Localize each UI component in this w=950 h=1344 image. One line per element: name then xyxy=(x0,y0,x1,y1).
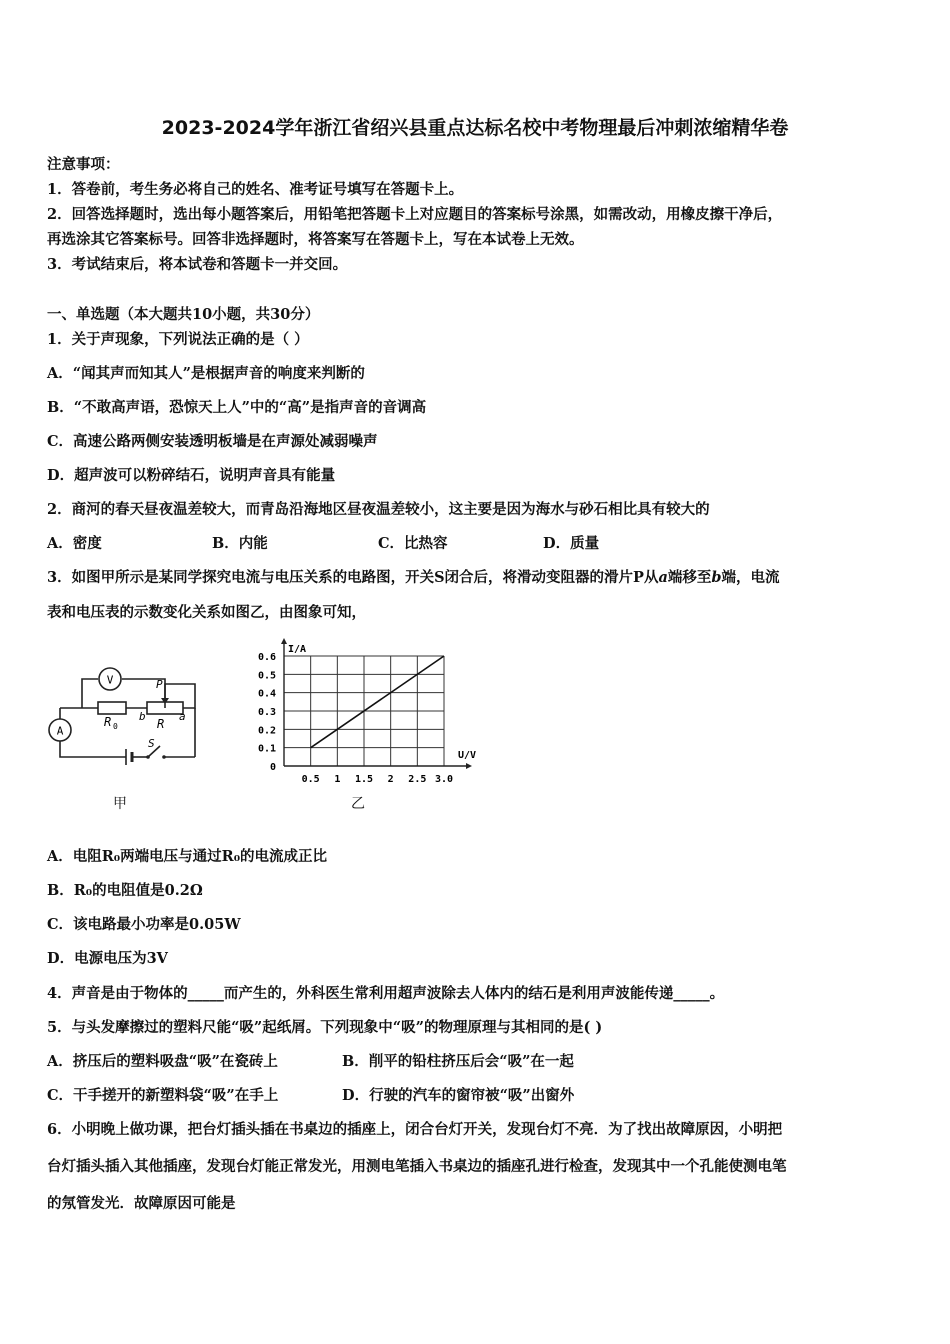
exam-title: 2023-2024学年浙江省绍兴县重点达标名校中考物理最后冲刺浓缩精华卷 xyxy=(161,117,789,139)
y-tick-label: 0.6 xyxy=(257,652,276,663)
notice-item: 再选涂其它答案标号。回答非选择题时，将答案写在答题卡上，写在本试卷上无效。 xyxy=(47,231,584,248)
switch-contact xyxy=(162,755,166,759)
q1-option-a: A．“闻其声而知其人”是根据声音的响度来判断的 xyxy=(47,365,365,382)
y-tick-label: 0 xyxy=(269,762,276,773)
end-b-label: b xyxy=(139,710,146,723)
q3-end-b: b xyxy=(711,569,722,586)
circuit-diagram xyxy=(40,664,210,772)
question-2-stem: 2．商河的春天昼夜温差较大，而青岛沿海地区昼夜温差较小，这主要是因为海水与砂石相比具有较大的 xyxy=(47,501,710,518)
switch-contact xyxy=(146,755,150,759)
q3-option-b: B．R₀的电阻值是0.2Ω xyxy=(47,882,203,899)
slider-label: P xyxy=(156,678,163,691)
rheostat-label: R xyxy=(157,717,165,731)
circuit-caption: 甲 xyxy=(113,796,127,812)
q2-option-b: B．内能 xyxy=(212,535,268,552)
q1-option-c: C．高速公路两侧安装透明板墙是在声源处减弱噪声 xyxy=(47,433,378,450)
q3-option-a: A．电阻R₀两端电压与通过R₀的电流成正比 xyxy=(47,848,328,865)
switch-label: S xyxy=(148,737,155,750)
r0-label: R xyxy=(104,715,112,729)
y-axis-arrow xyxy=(281,638,287,644)
q3-stem-part: 端移至 xyxy=(667,569,712,586)
notice-heading: 注意事项： xyxy=(47,156,120,173)
q5-option-a: A．挤压后的塑料吸盘“吸”在瓷砖上 xyxy=(47,1053,278,1070)
x-tick-label: 2 xyxy=(387,774,394,785)
end-a-label: a xyxy=(179,710,186,723)
q3-stem-part: 端，电流 xyxy=(721,569,780,586)
y-tick-label: 0.5 xyxy=(257,670,276,682)
section-heading: 一、单选题（本大题共10小题，共30分） xyxy=(47,306,320,323)
q2-option-d: D．质量 xyxy=(543,535,600,552)
x-tick-label: 0.5 xyxy=(301,774,320,785)
q5-option-b: B．削平的铅柱挤压后会“吸”在一起 xyxy=(342,1053,574,1070)
question-3-stem-line2: 表和电压表的示数变化关系如图乙，由图象可知， xyxy=(47,604,366,621)
chart-caption: 乙 xyxy=(351,796,365,812)
resistor-r0 xyxy=(98,702,126,714)
x-axis-arrow xyxy=(466,763,472,769)
y-tick-label: 0.1 xyxy=(257,743,276,755)
series-line xyxy=(311,656,444,748)
wire xyxy=(60,741,126,757)
wire xyxy=(165,684,195,708)
y-tick-label: 0.4 xyxy=(257,688,276,700)
ammeter-label: A xyxy=(56,724,64,738)
x-tick-label: 1 xyxy=(334,774,341,785)
wire xyxy=(82,679,98,708)
q1-option-d: D．超声波可以粉碎结石，说明声音具有能量 xyxy=(47,467,336,484)
question-6-line: 台灯插头插入其他插座，发现台灯能正常发光，用测电笔插入书桌边的插座孔进行检查，发现其中一个孔能使测电笔 xyxy=(47,1158,787,1175)
q2-option-a: A．密度 xyxy=(47,535,102,552)
voltmeter-label: V xyxy=(106,673,114,687)
q3-option-d: D．电源电压为3V xyxy=(47,950,168,967)
question-4-stem: 4．声音是由于物体的_____而产生的，外科医生常利用超声波除去人体内的结石是利用声波能传递_____。 xyxy=(47,985,725,1002)
question-6-line: 6．小明晚上做功课，把台灯插头插在书桌边的插座上，闭合台灯开关，发现台灯不亮．为了找出故障原因，小明把 xyxy=(47,1121,783,1138)
q5-option-d: D．行驶的汽车的窗帘被“吸”出窗外 xyxy=(342,1087,575,1104)
q5-option-c: C．干手搓开的新塑料袋“吸”在手上 xyxy=(47,1087,279,1104)
q2-option-c: C．比热容 xyxy=(378,535,448,552)
question-6-line: 的氖管发光．故障原因可能是 xyxy=(47,1195,236,1212)
x-axis-label: U/V xyxy=(458,750,477,761)
slider-arrow xyxy=(161,698,169,704)
q3-end-a: a xyxy=(658,569,668,586)
r0-subscript: 0 xyxy=(113,722,118,731)
q1-option-b: B．“不敢高声语，恐惊天上人”中的“高”是指声音的音调高 xyxy=(47,399,427,416)
notice-item: 1．答卷前，考生务必将自己的姓名、准考证号填写在答题卡上。 xyxy=(47,181,464,198)
question-3-stem-line1 xyxy=(47,566,780,587)
notice-item: 2．回答选择题时，选出每小题答案后，用铅笔把答题卡上对应题目的答案标号涂黑，如需改动，用橡皮擦干净后， xyxy=(47,206,783,223)
x-tick-label: 3.0 xyxy=(434,774,454,785)
notice-item: 3．考试结束后，将本试卷和答题卡一并交回。 xyxy=(47,256,348,273)
y-tick-label: 0.3 xyxy=(257,707,276,718)
x-tick-label: 2.5 xyxy=(408,774,427,785)
x-tick-label: 1.5 xyxy=(354,774,374,785)
q3-option-c: C．该电路最小功率是0.05W xyxy=(47,916,241,933)
y-tick-label: 0.2 xyxy=(257,725,276,737)
y-axis-label: I/A xyxy=(288,644,307,655)
question-5-stem: 5．与头发摩擦过的塑料尺能“吸”起纸屑。下列现象中“吸”的物理原理与其相同的是( ) xyxy=(47,1019,603,1036)
q3-stem-part: 3．如图甲所示是某同学探究电流与电压关系的电路图，开关S闭合后，将滑动变阻器的滑片P从 xyxy=(47,569,659,586)
iu-chart xyxy=(252,636,477,788)
question-1-stem: 1．关于声现象，下列说法正确的是（ ） xyxy=(47,331,309,348)
